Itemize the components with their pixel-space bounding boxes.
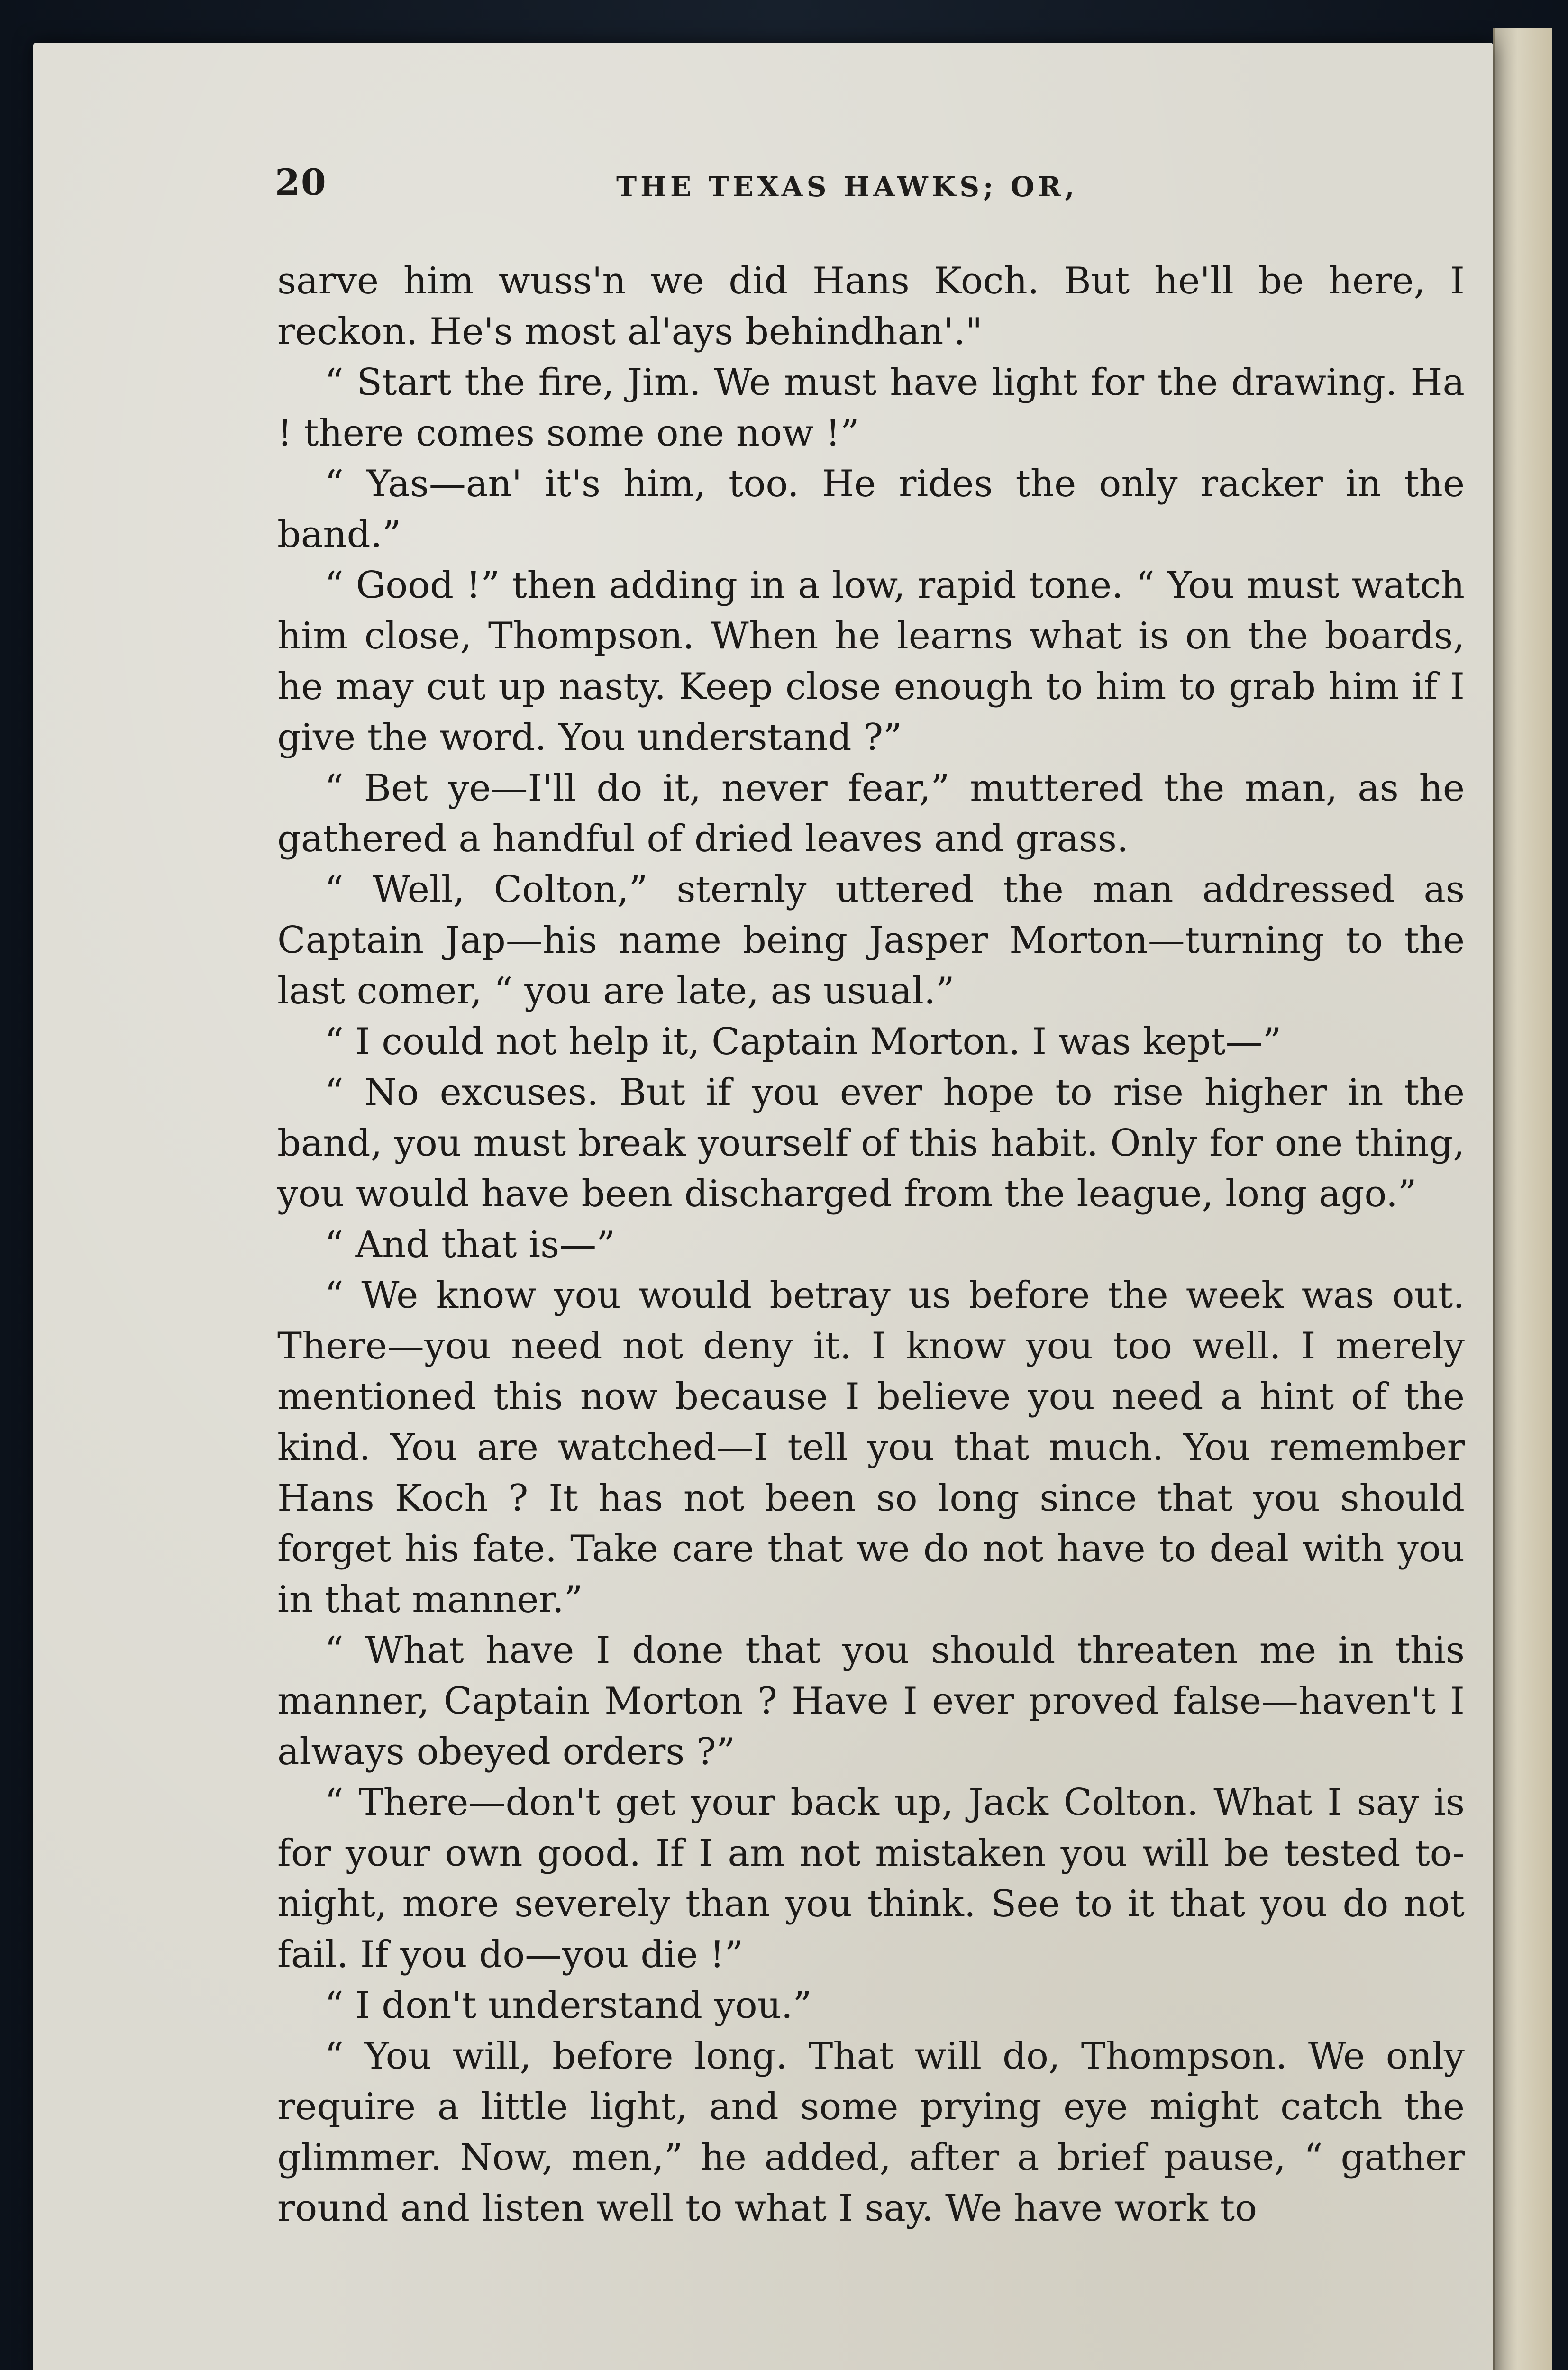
- paragraph-7: “ I could not help it, Captain Morton. I was kept—”: [325, 1021, 1282, 1063]
- paragraph-14: “ You will, before long. That will do, Thompson. We only require a little light, and some prying eye might catch the glimmer. Now, men,” he added, after a brief pause, “ gather round and listen well to what I say. We have work to: [277, 2035, 1465, 2230]
- page-number: 20: [275, 161, 327, 203]
- paragraph-8: “ No excuses. But if you ever hope to rise higher in the band, you must break yourself of this habit. Only for one thing, you would have been discharged from the league, long ago.”: [277, 1071, 1465, 1215]
- paragraph-2: “ Start the fire, Jim. We must have light for the drawing. Ha ! there comes some one now !”: [277, 361, 1465, 455]
- paragraph-11: “ What have I done that you should threaten me in this manner, Captain Morton ? Have I ever proved false—haven't I always obeyed orders ?”: [277, 1629, 1465, 1773]
- paragraph-3: “ Yas—an' it's him, too. He rides the only racker in the band.”: [277, 463, 1465, 556]
- paragraph-5: “ Bet ye—I'll do it, never fear,” muttered the man, as he gathered a handful of dried leaves and grass.: [277, 767, 1465, 860]
- paragraph-6: “ Well, Colton,” sternly uttered the man addressed as Captain Jap—his name being Jasper Morton—turning to the last comer, “ you are late, as usual.”: [277, 868, 1465, 1012]
- page-header: [275, 161, 1465, 213]
- running-head: THE TEXAS HAWKS; OR,: [616, 171, 1078, 203]
- paragraph-13: “ I don't understand you.”: [325, 1984, 812, 2027]
- paragraph-4: “ Good !” then adding in a low, rapid tone. “ You must watch him close, Thompson. When he learns what is on the boards, he may cut up nasty. Keep close enough to him to grab him if I give the word. You understand ?”: [277, 564, 1465, 759]
- body-text: [277, 256, 1465, 2234]
- paragraph-9: “ And that is—”: [325, 1223, 616, 1266]
- paragraph-10: “ We know you would betray us before the week was out. There—you need not deny it. I know you too well. I merely mentioned this now because I believe you need a hint of the kind. You are watched—I tell you that much. You remember Hans Koch ? It has not been so long since that you should forget his fate. Take care that we do not have to deal with you in that manner.”: [277, 1274, 1465, 1621]
- paragraph-12: “ There—don't get your back up, Jack Colton. What I say is for your own good. If I am not mistaken you will be tested to-night, more severely than you think. See to it that you do not fail. If you do—you die !”: [277, 1781, 1465, 1976]
- next-page-edge: [1493, 28, 1552, 2370]
- paragraph-1: sarve him wuss'n we did Hans Koch. But he'll be here, I reckon. He's most al'ays behindhan'.": [277, 260, 1465, 353]
